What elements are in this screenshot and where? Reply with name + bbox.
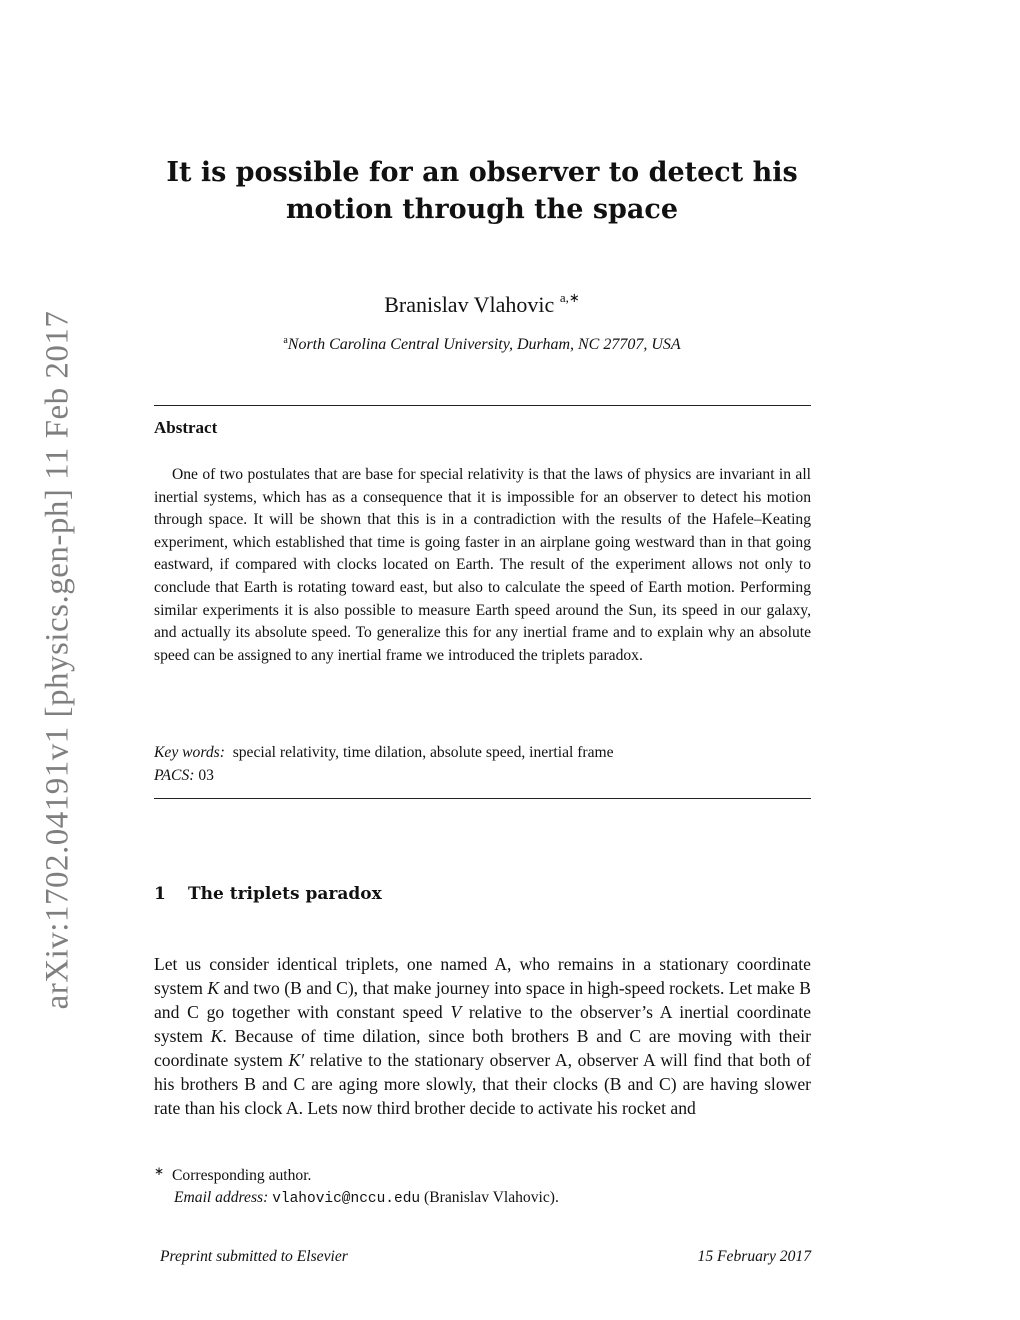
footnote (154, 1160, 559, 1210)
paper-title: It is possible for an observer to detect his motion through the space (166, 157, 798, 225)
pacs-label: PACS: (154, 767, 195, 784)
author-marks: a,∗ (559, 290, 580, 305)
math-k: K (207, 977, 220, 998)
math-k-2: K (210, 1025, 223, 1046)
pacs-value: 03 (198, 767, 214, 784)
email-name: (Branislav Vlahovic). (424, 1189, 559, 1206)
keywords-label: Key words: (154, 744, 225, 761)
author-line (160, 290, 804, 318)
keywords-value: special relativity, time dilation, absolute speed, inertial frame (232, 744, 614, 761)
footer-right: 15 February 2017 (697, 1248, 811, 1265)
pacs-line (154, 767, 214, 785)
math-k-prime: K′ (288, 1049, 305, 1070)
body-text-5: relative to the stationary observer A, observer A will find that both of his brothers B and C are aging more slowly, that their clocks (B and C) are having slower rate than his clock A. Lets now third brother decide to activate his rocket and (154, 1049, 811, 1118)
abstract-text: One of two postulates that are base for special relativity is that the laws of physics are invariant in all inertial systems, which has as a consequence that it is impossible for an observer to detect his motion through space. It will be shown that this is in a contradiction with the results of the Hafele–Keating experiment, which established that time is going faster in an airplane going westward than in that going eastward, if compared with clocks located on Earth. The result of the experiment allows not only to conclude that Earth is rotating toward east, but also to calculate the speed of Earth motion. Performing similar experiments it is also possible to measure Earth speed around the Sun, its speed in our galaxy, and actually its absolute speed. To generalize this for any inertial frame and to explain why an absolute speed can be assigned to any inertial frame we introduced the triplets paradox. (154, 466, 811, 664)
body-paragraph (154, 953, 811, 1121)
body-text-2: and two (B and C), that make journey into space in high-speed rockets. Let make B and C go together with constant speed (154, 977, 811, 1022)
body-text-4: . Because of time dilation, since both brothers B and C are moving with their coordinate system (154, 1025, 811, 1070)
author-name: Branislav Vlahovic (384, 292, 555, 317)
section-title: The triplets paradox (188, 884, 382, 904)
footnote-text: Corresponding author. (172, 1167, 312, 1184)
abstract-bottom-rule (154, 798, 811, 799)
affiliation-mark: a (283, 335, 288, 346)
affiliation (160, 335, 804, 354)
footnote-mark: ∗ (154, 1164, 165, 1178)
body-text-1: Let us consider identical triplets, one named A, who remains in a stationary coordinate system (154, 954, 811, 998)
section-number: 1 (154, 884, 166, 904)
section-heading (154, 884, 382, 904)
abstract-heading: Abstract (154, 418, 218, 437)
math-v: V (450, 1001, 462, 1022)
email-address[interactable]: vlahovic@nccu.edu (272, 1191, 421, 1207)
email-label: Email address: (174, 1189, 269, 1206)
affiliation-text: North Carolina Central University, Durham, NC 27707, USA (287, 336, 681, 353)
arxiv-id: arXiv:1702.04191v1 [physics.gen-ph] 11 Feb 2017 (39, 310, 76, 1010)
abstract-top-rule (154, 405, 811, 406)
footer-left: Preprint submitted to Elsevier (160, 1248, 348, 1265)
keywords-line (154, 744, 614, 762)
body-text-3: relative to the observer’s A inertial coordinate system (154, 1001, 811, 1046)
